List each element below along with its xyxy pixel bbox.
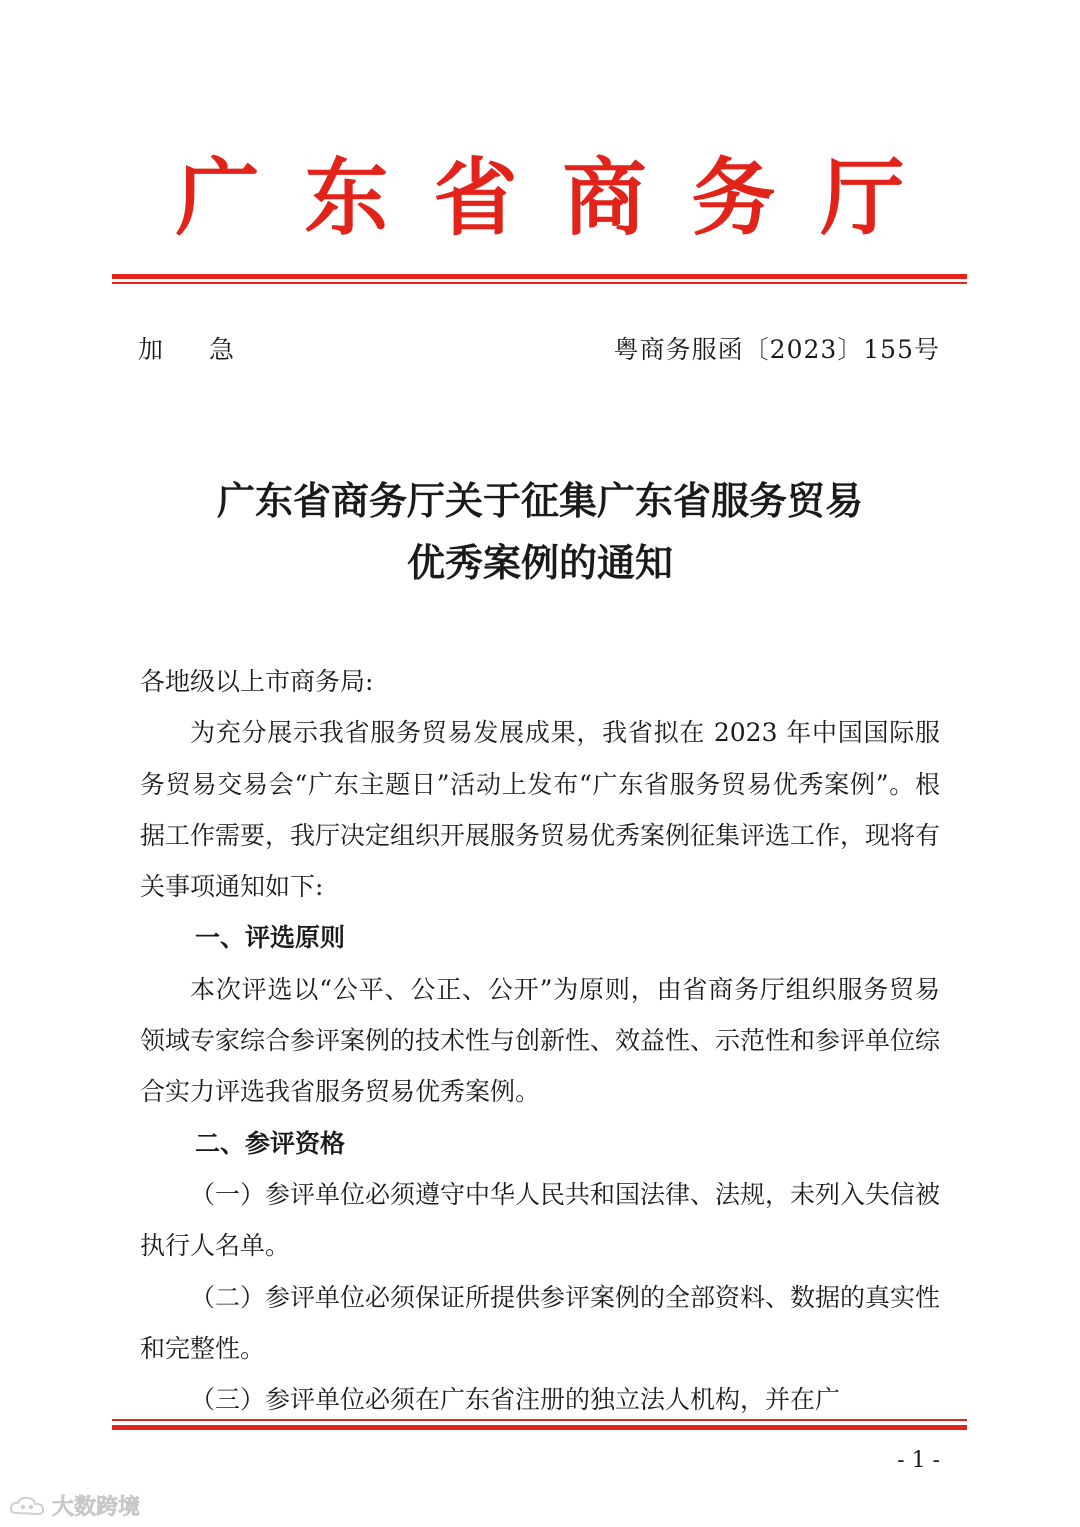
document-body: [140, 656, 940, 1425]
principles-paragraph: 本次评选以“公平、公正、公开”为原则，由省商务厅组织服务贸易领域专家综合参评案例的技术性与创新性、效益性、示范性和参评单位综合实力评选我省服务贸易优秀案例。: [140, 974, 941, 1107]
page-number: - 1 -: [897, 1448, 940, 1473]
eligibility-item-3: （三）参评单位必须在广东省注册的独立法人机构，并在广: [190, 1385, 841, 1415]
cloud-logo-icon: [8, 1493, 46, 1519]
urgency-label: 加急: [138, 335, 281, 364]
eligibility-item-2: （二）参评单位必须保证所提供参评案例的全部资料、数据的真实性和完整性。: [140, 1282, 941, 1363]
section-heading-eligibility: 二、参评资格: [195, 1128, 346, 1158]
header-rule-thin: [112, 282, 967, 284]
document-title-line-2: 优秀案例的通知: [406, 541, 673, 585]
footer-rule-thin: [112, 1419, 967, 1421]
eligibility-item-1: （一）参评单位必须遵守中华人民共和国法律、法规，未列入失信被执行人名单。: [140, 1179, 941, 1261]
header-rule-thick: [112, 274, 967, 279]
document-number: 粤商务服函〔2023〕155号: [613, 335, 940, 364]
org-name-header: 广东省商务厅: [175, 148, 950, 247]
section-heading-principles: 一、评选原则: [195, 923, 346, 953]
watermark-text: 大数跨境: [52, 1495, 141, 1520]
watermark: [8, 1490, 140, 1521]
intro-paragraph: 为充分展示我省服务贸易发展成果，我省拟在 2023 年中国国际服务贸易交易会“广东主题日”活动上发布“广东省服务贸易优秀案例”。根据工作需要，我厅决定组织开展服务贸易优秀案例征集评选工作，现将有关事项通知如下:: [140, 718, 941, 902]
document-title-line-1: 广东省商务厅关于征集广东省服务贸易: [216, 479, 863, 523]
footer-rule-thick: [112, 1425, 967, 1430]
salutation: 各地级以上市商务局:: [140, 667, 374, 696]
document-title: [0, 470, 1080, 594]
